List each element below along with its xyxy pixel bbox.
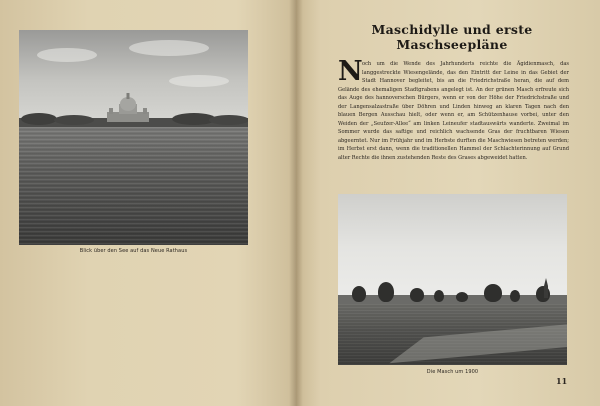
town-hall-silhouette bbox=[19, 92, 248, 128]
lake-town-hall-photo bbox=[19, 30, 248, 245]
body-paragraph-text: och um die Wende des Jahrhunderts reichte die Ägidienmasch, das langgestreckte Wiesengelände, das den Eintritt der Leine in das Gebiet der Stadt Hannover begleitet, bis an die Friedrichstraße heran, die auf dem Gelände des ehemaligen Stadtgrabens angelegt ist. An der grünen Masch erfreute sich das Auge des hannoverschen Bürgers, wenn er von der Höhe der Friedrichstraße und der Langensalzastraße über Döhren und Linden hinweg an klaren Tagen nach den blauen Bergen Ausschau hielt, oder wenn er, am Schützenhause vorbei, unter den Weiden der „Seufzer-Allee“ am linken Leineufer stadtauswärts wanderte. Zweimal im Sommer wurde das saftige und reichlich wachsende Gras der fruchtbaren Wiesen abgeerntet. Nur im Frühjahr und im Herbste durften die Maschwiesen betreten werden; im Herbst erst dann, wenn die traditionellen Hammel der Schlachterinnung auf Grund alter Rechte die ihnen zustehenden Reste des Grases abgeweidet hatten. bbox=[338, 61, 569, 162]
chapter-heading: Maschidylle und erste Maschseepläne bbox=[371, 22, 533, 52]
church-spire-silhouette bbox=[542, 278, 550, 298]
field-photo-caption: Die Masch um 1900 bbox=[426, 369, 479, 375]
page-number: 11 bbox=[556, 376, 568, 386]
drop-cap: N bbox=[338, 56, 363, 87]
body-paragraph bbox=[338, 56, 569, 163]
masch-field-photo bbox=[338, 194, 567, 365]
left-page bbox=[0, 0, 296, 406]
book-gutter bbox=[289, 0, 303, 406]
lake-photo-caption: Blick über den See auf das Neue Rathaus bbox=[79, 248, 188, 254]
